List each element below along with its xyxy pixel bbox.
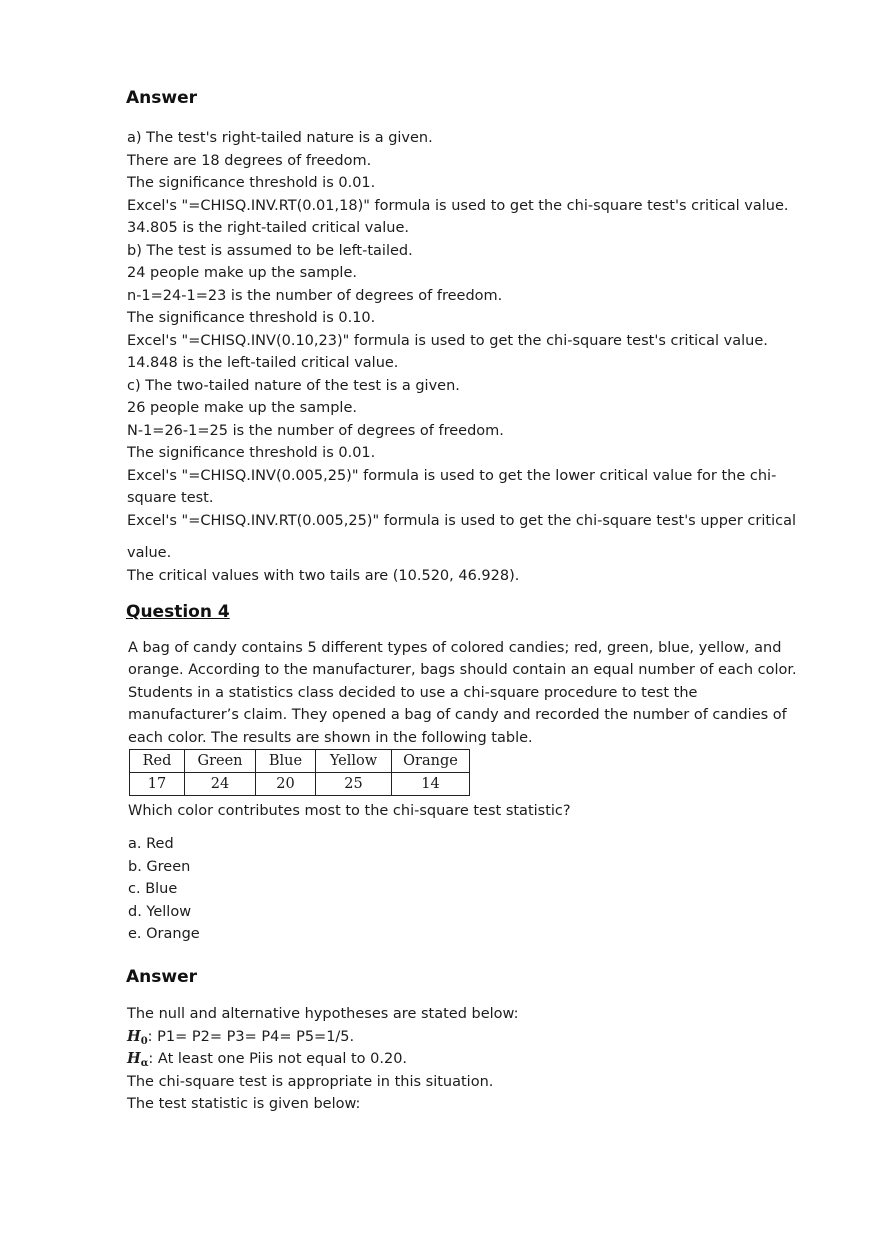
table-header-cell: Red (130, 750, 185, 773)
hypotheses-intro: The null and alternative hypotheses are stated below: (127, 1006, 519, 1022)
solution-line: value. (127, 545, 172, 561)
solution-line: The chi-square test is appropriate in this situation. (127, 1073, 494, 1090)
candy-count-table (129, 749, 470, 796)
table-header-cell: Blue (256, 750, 316, 773)
solution-line: The critical values with two tails are (10.520, 46.928). (127, 567, 520, 584)
option-item: a. Red (128, 836, 174, 852)
table-header-cell: Green (185, 750, 256, 773)
solution-line: There are 18 degrees of freedom. (127, 152, 372, 169)
solution-line: a) The test's right-tailed nature is a given. (127, 130, 433, 146)
question-heading: Question 4 (126, 602, 230, 622)
ha-subscript: α (140, 1058, 149, 1069)
table-header-cell: Orange (392, 750, 470, 773)
option-item: c. Blue (128, 881, 178, 897)
answer-solution-tail (127, 542, 817, 587)
solution-line: The significance threshold is 0.01. (127, 445, 376, 461)
table-header-row (130, 750, 470, 773)
h0-symbol: H (127, 1027, 141, 1045)
solution-line: b) The test is assumed to be left-tailed. (127, 242, 413, 259)
null-hypothesis (127, 1026, 817, 1049)
answer-solution-lines (127, 127, 817, 532)
solution-line: square test. (127, 490, 214, 506)
solution-line: 26 people make up the sample. (127, 400, 357, 416)
question-prompt-block (128, 800, 818, 823)
table-cell: 25 (316, 773, 392, 796)
solution-line: Excel's "=CHISQ.INV(0.005,25)" formula is used to get the lower critical value for the chi- (127, 467, 777, 484)
table-cell: 14 (392, 773, 470, 796)
solution-line: 14.848 is the left-tailed critical value. (127, 355, 399, 371)
ha-symbol: H (127, 1050, 141, 1067)
solution-line: N-1=26-1=25 is the number of degrees of freedom. (127, 422, 504, 439)
solution-line: Excel's "=CHISQ.INV(0.10,23)" formula is used to get the chi-square test's critical value. (127, 332, 768, 349)
solution-line: n-1=24-1=23 is the number of degrees of freedom. (127, 287, 503, 304)
table-row (130, 773, 470, 796)
table-cell: 24 (185, 773, 256, 796)
solution-line: Excel's "=CHISQ.INV.RT(0.01,18)" formula is used to get the chi-square test's critical value. (127, 197, 789, 214)
solution-line: The significance threshold is 0.01. (127, 175, 376, 191)
h0-subscript: 0 (140, 1035, 148, 1047)
table-header-cell: Yellow (316, 750, 392, 773)
table-cell: 20 (256, 773, 316, 796)
option-item: e. Orange (128, 926, 200, 942)
solution-line: 24 people make up the sample. (127, 265, 357, 281)
question-paragraph: A bag of candy contains 5 different types of colored candies; red, green, blue, yellow, and orange. According to the manufacturer, bags should contain an equal number of each color. Students in a statistics class decided to use a chi-square procedure to test the manufacturer’s claim. They opened a bag of candy and recorded the number of candies of each color. The results are shown in the following table. (128, 640, 797, 746)
answer-heading: Answer (126, 88, 197, 108)
solution-line: The significance threshold is 0.10. (127, 310, 376, 326)
table-cell: 17 (130, 773, 185, 796)
hypotheses-block (127, 1003, 817, 1116)
answer-heading: Answer (126, 967, 197, 987)
solution-line: The test statistic is given below: (127, 1096, 361, 1112)
solution-line: Excel's "=CHISQ.INV.RT(0.005,25)" formula is used to get the chi-square test's upper critical (127, 512, 796, 529)
ha-text: : At least one Piis not equal to 0.20. (148, 1051, 408, 1067)
solution-line: 34.805 is the right-tailed critical value. (127, 220, 409, 236)
option-item: b. Green (128, 858, 191, 875)
option-item: d. Yellow (128, 903, 192, 920)
question-prompt: Which color contributes most to the chi-square test statistic? (128, 803, 571, 819)
solution-line: c) The two-tailed nature of the test is a given. (127, 377, 460, 394)
answer-options (128, 833, 818, 946)
h0-text: : P1= P2= P3= P4= P5=1/5. (147, 1028, 355, 1045)
alternative-hypothesis (127, 1048, 817, 1071)
